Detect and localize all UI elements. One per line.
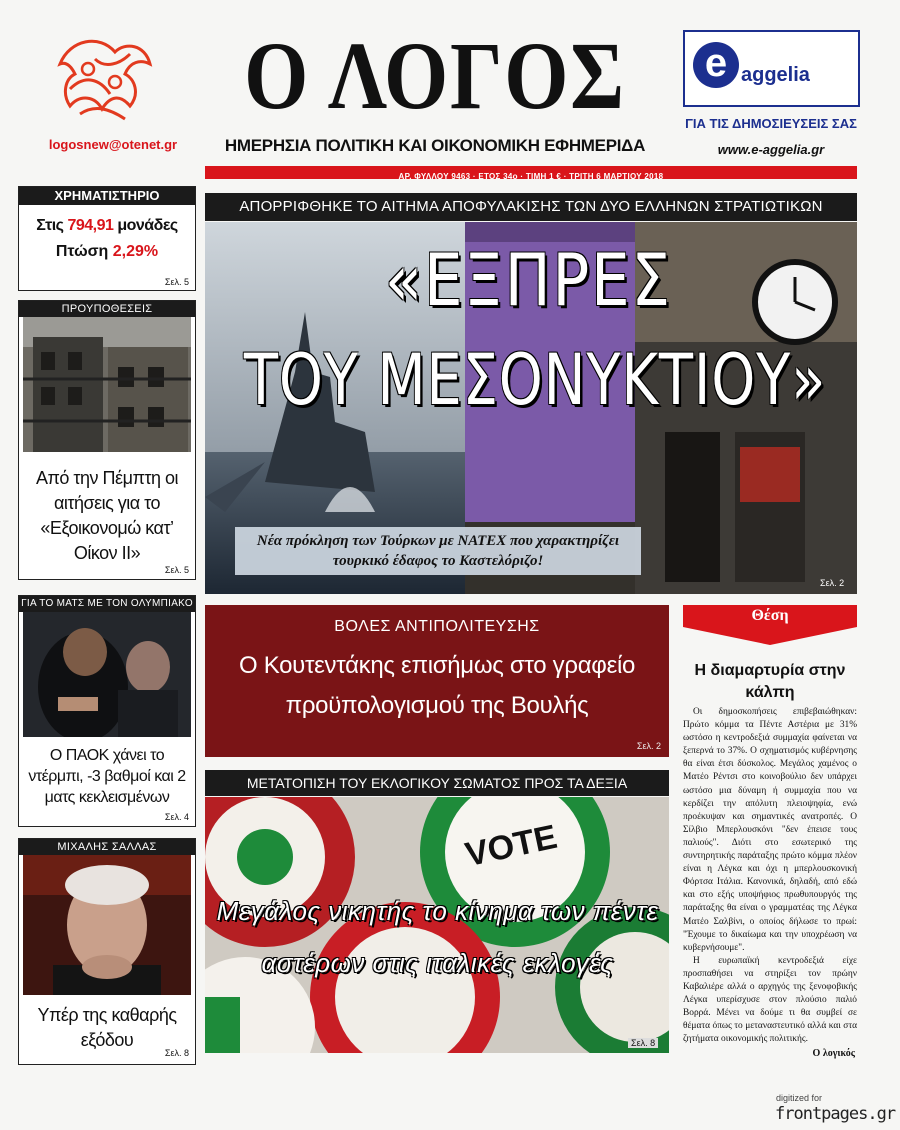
masthead-email: logosnew@otenet.gr	[48, 137, 178, 152]
opinion-label-banner	[683, 605, 857, 645]
issue-line: ΑΡ. ΦΥΛΛΟΥ 9463 · ΕΤΟΣ 34ο · ΤΙΜΗ 1 € · ΤΡΙΤΗ 6 ΜΑΡΤΙΟΥ 2018	[398, 172, 664, 181]
election-headline: Μεγάλος νικητής το κίνημα των πέντε αστέρων στις ιταλικές εκλογές	[216, 896, 659, 978]
stock-line1-suffix: μονάδες	[117, 217, 178, 234]
conditions-box[interactable]	[18, 300, 196, 580]
opinion-title: Η διαμαρτυρία στην κάλπη	[694, 662, 846, 701]
sports-header: ΓΙΑ ΤΟ ΜΑΤΣ ΜΕ ΤΟΝ ΟΛΥΜΠΙΑΚΟ	[19, 596, 195, 612]
masthead-title: Ο ΛΟΓΟΣ	[244, 22, 626, 129]
election-kicker: ΜΕΤΑΤΟΠΙΣΗ ΤΟΥ ΕΚΛΟΓΙΚΟΥ ΣΩΜΑΤΟΣ ΠΡΟΣ ΤΑ ΔΕΞΙΑ	[246, 775, 628, 791]
sports-photo	[23, 612, 191, 737]
sallas-box[interactable]	[18, 838, 196, 1065]
stock-change-value: 2,29%	[112, 243, 159, 260]
sallas-text: Υπέρ της καθαρής εξόδου	[37, 1005, 177, 1050]
logo-emblem	[40, 34, 160, 129]
lead-caption-box	[235, 527, 641, 575]
opposition-box[interactable]	[205, 605, 669, 757]
stock-header: ΧΡΗΜΑΤΙΣΤΗΡΙΟ	[19, 187, 195, 205]
sallas-photo	[23, 855, 191, 995]
lead-headline-line1: «ΕΞΠΡΕΣ	[384, 238, 672, 322]
lead-kicker-bar	[205, 193, 857, 221]
stock-line2-prefix: Πτώση	[55, 243, 109, 260]
opposition-page-ref: Σελ. 2	[636, 741, 661, 751]
opinion-signature: Ο λογικός	[812, 1048, 855, 1059]
stock-line1-prefix: Στις	[36, 217, 64, 234]
opposition-kicker: ΒΟΛΕΣ ΑΝΤΙΠΟΛΙΤΕΥΣΗΣ	[334, 618, 540, 635]
ad-url[interactable]: www.e-aggelia.gr	[717, 142, 825, 157]
ad-logo-e: e	[693, 42, 739, 88]
election-kicker-bar	[205, 770, 669, 796]
conditions-header: ΠΡΟΥΠΟΘΕΣΕΙΣ	[19, 301, 195, 317]
lead-kicker: ΑΠΟΡΡΙΦΘΗΚΕ ΤΟ ΑΙΤΗΜΑ ΑΠΟΦΥΛΑΚΙΣΗΣ ΤΩΝ ΔΥΟ ΕΛΛΗΝΩΝ ΣΤΡΑΤΙΩΤΙΚΩΝ	[239, 198, 823, 215]
sports-box[interactable]	[18, 595, 196, 827]
opposition-headline: Ο Κουτεντάκης επισήμως στο γραφείο προϋπολογισμού της Βουλής	[238, 652, 636, 719]
stock-page-ref: Σελ. 5	[164, 277, 189, 287]
lead-page-ref: Σελ. 2	[820, 578, 845, 588]
opinion-label: Θέση	[751, 607, 789, 624]
footer-digitized: digitized for	[776, 1093, 823, 1103]
stock-box[interactable]	[18, 186, 196, 291]
sports-page-ref: Σελ. 4	[164, 812, 189, 822]
lead-headline-line2: ΤΟΥ ΜΕΣΟΝΥΚΤΙΟΥ»	[243, 339, 827, 421]
vote-badge-text: VOTE	[461, 817, 561, 875]
ad-logo-text: aggelia	[741, 64, 810, 86]
footer-site[interactable]: frontpages.gr	[775, 1104, 896, 1124]
issue-bar	[205, 166, 857, 179]
opinion-body	[683, 706, 857, 1046]
lead-caption: Νέα πρόκληση των Τούρκων με ΝΑΤΕΧ που χαρακτηρίζει τουρκικό έδαφος το Καστελόριζο!	[256, 533, 620, 569]
ad-tagline: ΓΙΑ ΤΙΣ ΔΗΜΟΣΙΕΥΣΕΙΣ ΣΑΣ	[685, 116, 857, 131]
conditions-page-ref: Σελ. 5	[164, 565, 189, 575]
conditions-photo	[23, 317, 191, 452]
sports-text: Ο ΠΑΟΚ χάνει το ντέρμπι, -3 βαθμοί και 2 ματς κεκλεισμένων	[28, 747, 186, 806]
masthead-subtitle: ΗΜΕΡΗΣΙΑ ΠΟΛΙΤΙΚΗ ΚΑΙ ΟΙΚΟΝΟΜΙΚΗ ΕΦΗΜΕΡΙΔΑ	[224, 136, 646, 155]
opinion-paragraph-2: Η ευρωπαϊκή κεντροδεξιά είχε προσπαθήσει να στηρίξει τον πρώην Καβαλιέρε αλλά ο αρχηγός της ξενοφοβικής Λέγκα υπερίσχυσε στον πλούσιο παλιό Βορρά. Μένει να δούμε τι θα συμβεί σε θέματα όπως το μεταναστευτικό αλλά και στα ζητήματα οικονομικής πολιτικής.	[683, 955, 857, 1045]
opinion-paragraph-1: Οι δημοσκοπήσεις επιβεβαιώθηκαν: Πρώτο κόμμα τα Πέντε Αστέρια με 31% ωστόσο η κεντροδεξιά συμμαχία φαίνεται να ξεπερνά το 37%. Ο σχηματισμός κυβέρνησης θα είναι έτσι δύσκολος. Μεγάλος χαμένος ο Ματέο Ρέντσι στο κοινοβούλιο δεν υπάρχει ωστόσο μια δύναμη ή συμμαχία που να κερδίζει την απόλυτη πλειοψηφία, ενώ προέκυψαν και σημαντικές ανατροπές. Ο Σίλβιο Μπερλουσκόνι "δεν έπεισε τους παλιούς". Διότι στο εσωτερικό της συντηρητικής παράταξης πρώτο κόμμα πλέον είναι η Λέγκα και όχι η μπερλουσκονική Φόρτσα Ιτάλια. Κανονικά, δηλαδή, από εδώ και στο εξής υποψήφιος πρωθυπουργός της παράταξης θα είναι ο γραμματέας της Λέγκα Ματέο Σαλβίνι, ο οποίος δήλωσε το πρωί: "Έχουμε το δικαίωμα και την υποχρέωση να κυβερνήσουμε".	[683, 707, 857, 953]
conditions-text: Από την Πέμπτη οι αιτήσεις για το «Εξοικονομώ κατ’ Οίκον ΙΙ»	[35, 468, 178, 563]
sallas-page-ref: Σελ. 8	[164, 1048, 189, 1058]
sallas-header: ΜΙΧΑΛΗΣ ΣΑΛΛΑΣ	[19, 839, 195, 855]
stock-index-value: 794,91	[67, 217, 114, 234]
election-page-ref: Σελ. 8	[628, 1038, 658, 1048]
ad-box[interactable]	[683, 30, 860, 107]
